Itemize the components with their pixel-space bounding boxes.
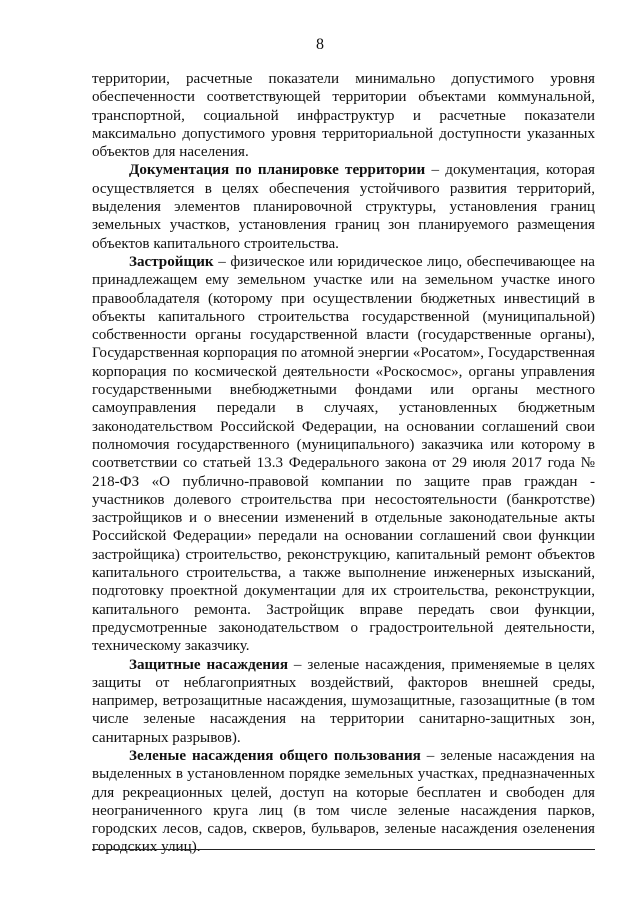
defined-term: Застройщик: [129, 253, 214, 270]
page-number: 8: [316, 36, 324, 53]
definition-text: зеленые насаждения, применяемые в целях защиты от неблагоприятных воздействий, факторов внешней среды, например, ветрозащитные насаждения, шумозащитные, газозащитные (в том числе зеленые насаждения на территории санитарно-защитных зон, санитарных разрывов).: [92, 656, 595, 746]
footer-divider: [92, 849, 595, 850]
document-body: [92, 70, 595, 857]
definition-paragraph: [92, 161, 595, 252]
defined-term: Зеленые насаждения общего пользования: [129, 747, 421, 764]
defined-term: Защитные насаждения: [129, 656, 288, 673]
definition-text: документация, которая осуществляется в целях обеспечения устойчивого развития территорий, выделения элементов планировочной структуры, установления границ земельных участков, установления границ зон планируемого размещения объектов капитального строительства.: [92, 162, 595, 252]
definition-paragraph: [92, 656, 595, 747]
term-separator: –: [213, 253, 231, 270]
term-separator: –: [420, 747, 441, 764]
term-separator: –: [425, 162, 446, 179]
definition-paragraph: [92, 253, 595, 656]
definition-paragraph: [92, 747, 595, 857]
defined-term: Документация по планировке территории: [129, 162, 426, 179]
definition-text: зеленые насаждения на выделенных в установленном порядке земельных участках, предназначенных для рекреационных целей, доступ на которые бесплатен и свободен для неограниченного круга лиц (в том числе зеленые насаждения парков, городских лесов, садов, скверов, бульваров, зеленые насаждения озеленения городских улиц).: [92, 747, 596, 856]
definition-text: физическое или юридическое лицо, обеспечивающее на принадлежащем ему земельном участке или на земельном участке иного правообладателя (которому при осуществлении бюджетных инвестиций в объекты капитального строительства государственной (муниципальной) собственности органы государственной власти (государственные органы), Государственная корпорация по атомной энергии «Росатом», Государственная корпорация по космической деятельности «Роскосмос», органы управления государственными внебюджетными фондами или органы местного самоуправления передали в случаях, установленных бюджетным законодательством Российской Федерации, на основании соглашений свои полномочия государственного (муниципального) заказчика или которому в соответствии со статьей 13.3 Федерального закона от 29 июля 2017 года № 218-ФЗ «О публично-правовой компании по защите прав граждан - участников долевого строительства при несостоятельности (банкротстве) застройщиков и о внесении изменений в отдельные законодательные акты Российской Федерации» передали на основании соглашений свои функции застройщика) строительство, реконструкцию, капитальный ремонт объектов капитального строительства, а также выполнение инженерных изысканий, подготовку проектной документации для их строительства, реконструкции, капитального ремонта. Застройщик вправе передать свои функции, предусмотренные законодательством о градостроительной деятельности, техническому заказчику.: [92, 253, 595, 655]
term-separator: –: [288, 656, 308, 673]
paragraph-continuation: [92, 70, 595, 161]
paragraph-text: территории, расчетные показатели минимально допустимого уровня обеспеченности соответствующей территории объектами коммунальной, транспортной, социальной инфраструктур и расчетные показатели максимально допустимого уровня территориальной доступности указанных объектов для населения.: [92, 71, 595, 161]
